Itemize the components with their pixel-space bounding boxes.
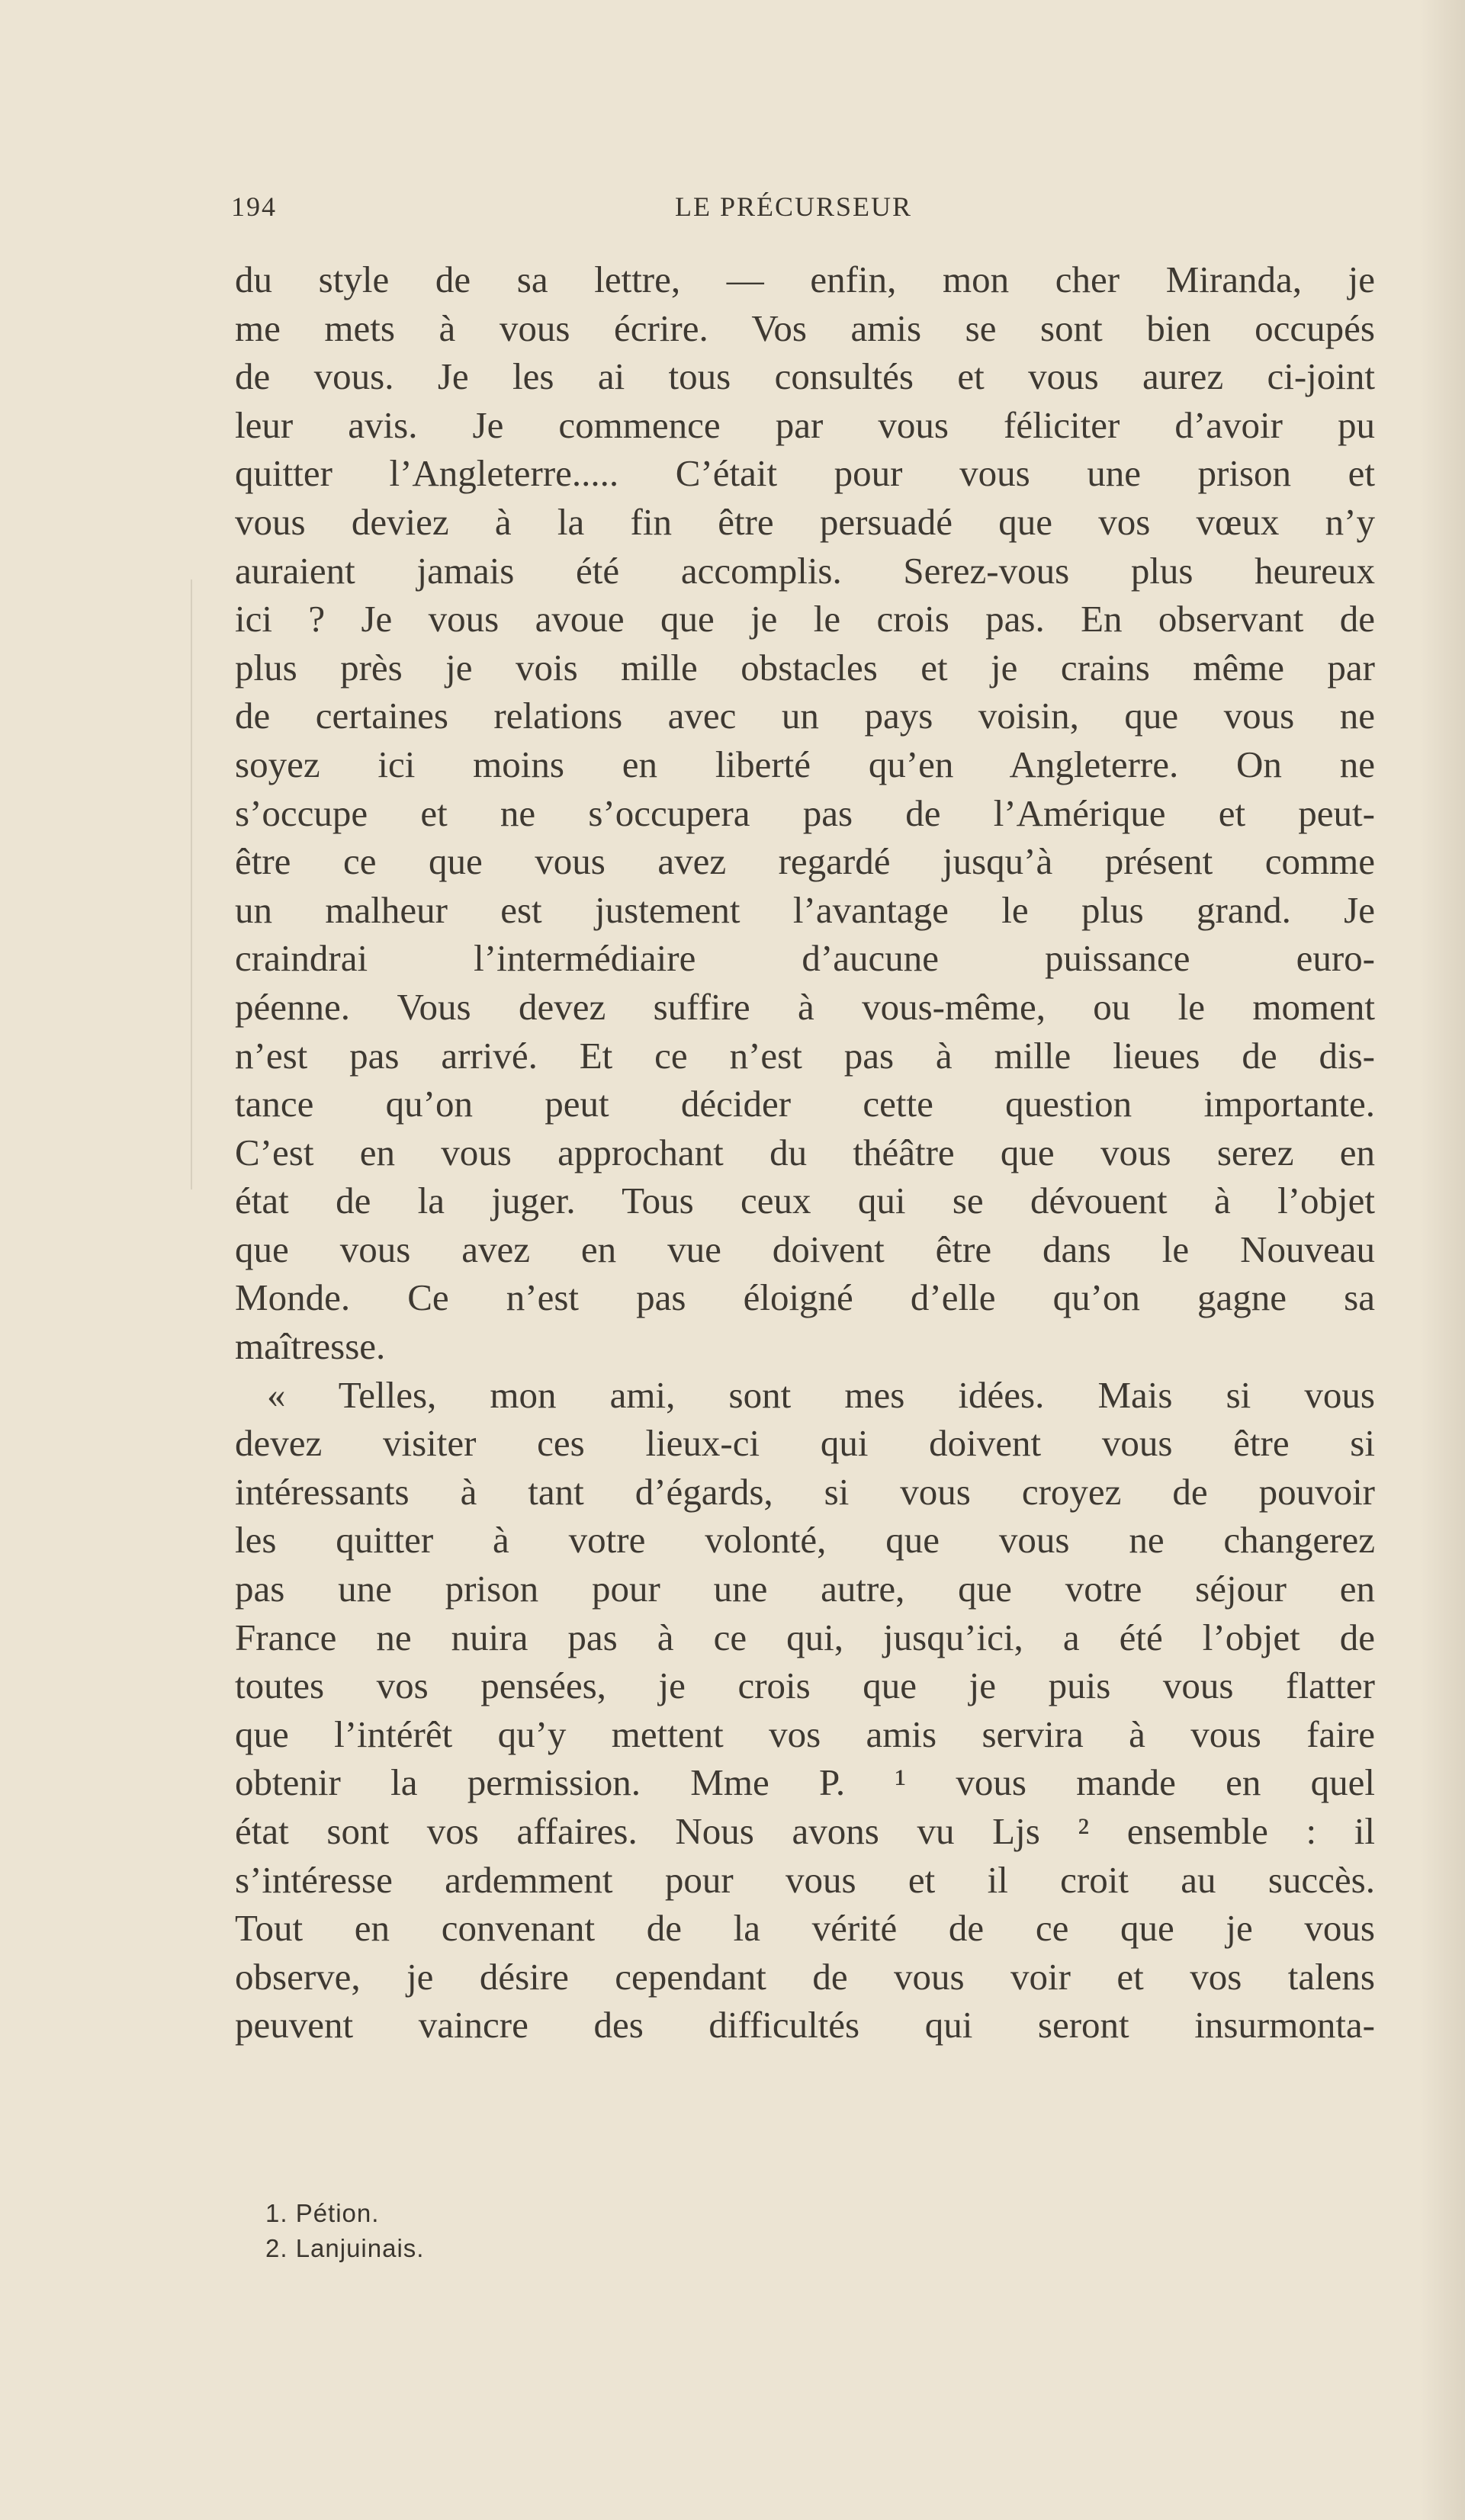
text-line: C’est en vous approchant du théâtre que vous serez en bbox=[235, 1131, 1375, 1173]
text-line: état de la juger. Tous ceux qui se dévouent à l’objet bbox=[235, 1180, 1375, 1222]
text-line: plus près je vois mille obstacles et je crains même par bbox=[235, 646, 1375, 689]
text-line: devez visiter ces lieux-ci qui doivent vous être si bbox=[235, 1422, 1375, 1465]
text-line: s’occupe et ne s’occupera pas de l’Amérique et peut- bbox=[235, 791, 1375, 834]
text-line: auraient jamais été accomplis. Serez-vous plus heureux bbox=[235, 549, 1375, 592]
text-line: Monde. Ce n’est pas éloigné d’elle qu’on gagne sa bbox=[235, 1276, 1375, 1319]
footnote: 1. Pétion. bbox=[265, 2199, 380, 2227]
text-line: être ce que vous avez regardé jusqu’à présent comme bbox=[235, 840, 1375, 883]
text-line: de vous. Je les ai tous consultés et vous aurez ci-joint bbox=[235, 355, 1375, 398]
text-line: tance qu’on peut décider cette question importante. bbox=[235, 1083, 1375, 1125]
text-line: maîtresse. bbox=[235, 1325, 386, 1368]
text-line: observe, je désire cependant de vous voir et vos talens bbox=[235, 1955, 1375, 1998]
text-line: les quitter à votre volonté, que vous ne changerez bbox=[235, 1519, 1375, 1562]
footnote: 2. Lanjuinais. bbox=[265, 2234, 425, 2262]
text-line: peuvent vaincre des difficultés qui seront insurmonta- bbox=[235, 2004, 1375, 2046]
running-title: LE PRÉCURSEUR bbox=[675, 191, 913, 222]
text-line: « Telles, mon ami, sont mes idées. Mais si vous bbox=[267, 1373, 1375, 1416]
text-line: n’est pas arrivé. Et ce n’est pas à mille lieues de dis- bbox=[235, 1034, 1375, 1077]
text-line: de certaines relations avec un pays voisin, que vous ne bbox=[235, 695, 1375, 737]
text-line: leur avis. Je commence par vous féliciter d’avoir pu bbox=[235, 403, 1375, 446]
text-line: obtenir la permission. Mme P. ¹ vous mande en quel bbox=[235, 1761, 1375, 1804]
text-line: me mets à vous écrire. Vos amis se sont bien occupés bbox=[235, 307, 1375, 349]
text-line: que l’intérêt qu’y mettent vos amis servira à vous faire bbox=[235, 1713, 1375, 1755]
margin-mark bbox=[191, 579, 192, 1189]
text-line: état sont vos affaires. Nous avons vu Ljs ² ensemble : il bbox=[235, 1810, 1375, 1852]
text-line: quitter l’Angleterre..... C’était pour vous une prison et bbox=[235, 452, 1375, 495]
text-line: vous deviez à la fin être persuadé que vos vœux n’y bbox=[235, 500, 1375, 543]
text-line: ici ? Je vous avoue que je le crois pas. En observant de bbox=[235, 598, 1375, 640]
text-line: du style de sa lettre, — enfin, mon cher Miranda, je bbox=[235, 258, 1375, 300]
text-line: que vous avez en vue doivent être dans le Nouveau bbox=[235, 1228, 1375, 1270]
text-line: France ne nuira pas à ce qui, jusqu’ici, a été l’objet de bbox=[235, 1616, 1375, 1658]
footnotes bbox=[265, 2196, 723, 2266]
page-header bbox=[231, 191, 1375, 236]
page-edge-shadow bbox=[1419, 0, 1465, 2520]
text-line: un malheur est justement l’avantage le plus grand. Je bbox=[235, 888, 1375, 931]
text-line: péenne. Vous devez suffire à vous-même, ou le moment bbox=[235, 985, 1375, 1028]
body-text bbox=[235, 255, 1375, 2050]
text-line: soyez ici moins en liberté qu’en Angleterre. On ne bbox=[235, 743, 1375, 785]
text-line: s’intéresse ardemment pour vous et il croit au succès. bbox=[235, 1858, 1375, 1901]
text-line: pas une prison pour une autre, que votre séjour en bbox=[235, 1568, 1375, 1610]
text-line: toutes vos pensées, je crois que je puis vous flatter bbox=[235, 1664, 1375, 1707]
text-line: Tout en convenant de la vérité de ce que je vous bbox=[235, 1907, 1375, 1950]
text-line: intéressants à tant d’égards, si vous croyez de pouvoir bbox=[235, 1470, 1375, 1513]
text-line: craindrai l’intermédiaire d’aucune puissance euro- bbox=[235, 937, 1375, 980]
page-number: 194 bbox=[231, 191, 277, 222]
